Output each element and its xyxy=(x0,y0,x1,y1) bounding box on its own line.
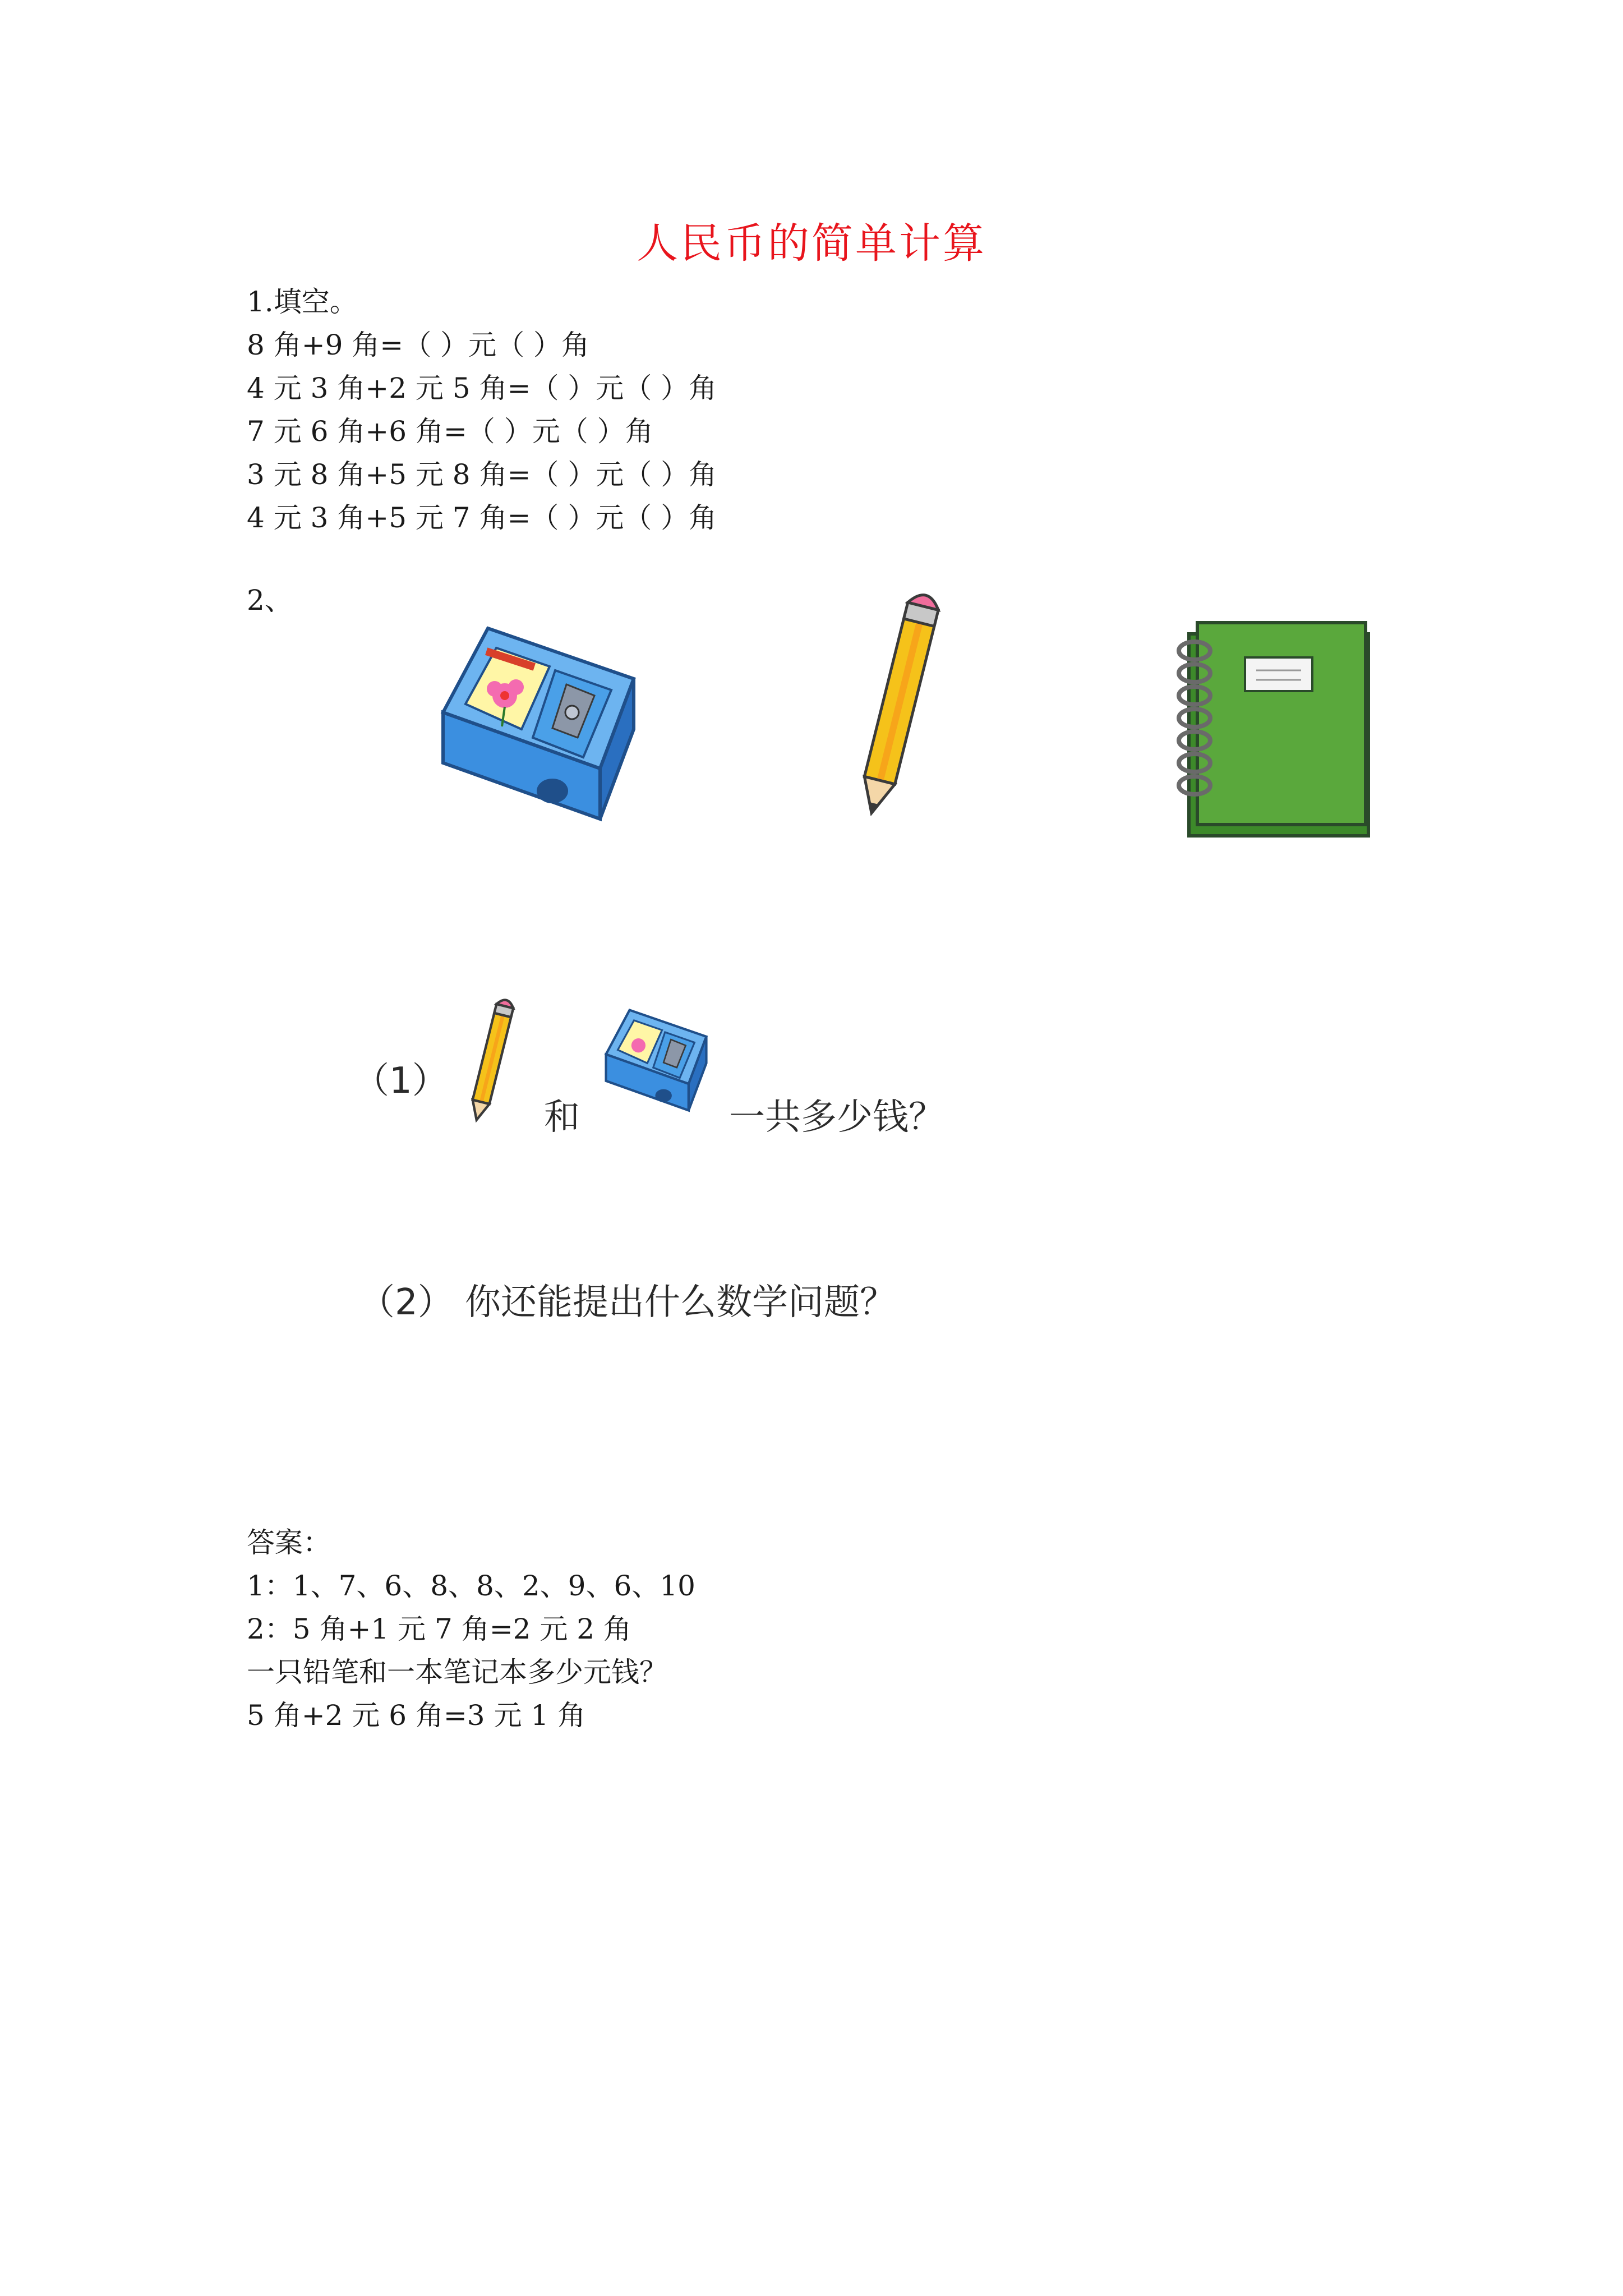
exercise-line-4: 3 元 8 角+5 元 8 角=（ ）元（ ）角 xyxy=(247,458,717,491)
answer-line-1: 1：1、7、6、8、8、2、9、6、10 xyxy=(247,1570,695,1602)
answers-heading: 答案： xyxy=(247,1526,331,1559)
exercise-line-3: 7 元 6 角+6 角=（ ）元（ ）角 xyxy=(247,415,653,448)
sharpener-image xyxy=(432,617,645,830)
and-text: 和 xyxy=(544,1097,580,1138)
pencil-small-icon xyxy=(460,996,522,1130)
question-2-text: （2） 你还能提出什么数学问题？ xyxy=(359,1282,896,1323)
section2-label: 2、 xyxy=(247,584,293,616)
exercise-line-1: 8 角+9 角=（ ）元（ ）角 xyxy=(247,329,589,361)
question-1-number: （1） xyxy=(353,1060,448,1102)
page-title: 人民币的简单计算 xyxy=(637,219,986,268)
section1-heading: 1.填空。 xyxy=(247,286,358,318)
answer-line-2: 2：5 角+1 元 7 角=2 元 2 角 xyxy=(247,1613,631,1645)
answer-line-4: 5 角+2 元 6 角=3 元 1 角 xyxy=(247,1699,586,1732)
exercise-line-2: 4 元 3 角+2 元 5 角=（ ）元（ ）角 xyxy=(247,372,717,404)
notebook-image xyxy=(1166,617,1374,841)
answer-line-3: 一只铅笔和一本笔记本多少元钱？ xyxy=(247,1656,667,1688)
pencil-image xyxy=(841,592,953,827)
exercise-line-5: 4 元 3 角+5 元 7 角=（ ）元（ ）角 xyxy=(247,501,717,534)
question-1-text: 一共多少钱？ xyxy=(729,1097,944,1138)
sharpener-small-icon xyxy=(594,1004,718,1116)
